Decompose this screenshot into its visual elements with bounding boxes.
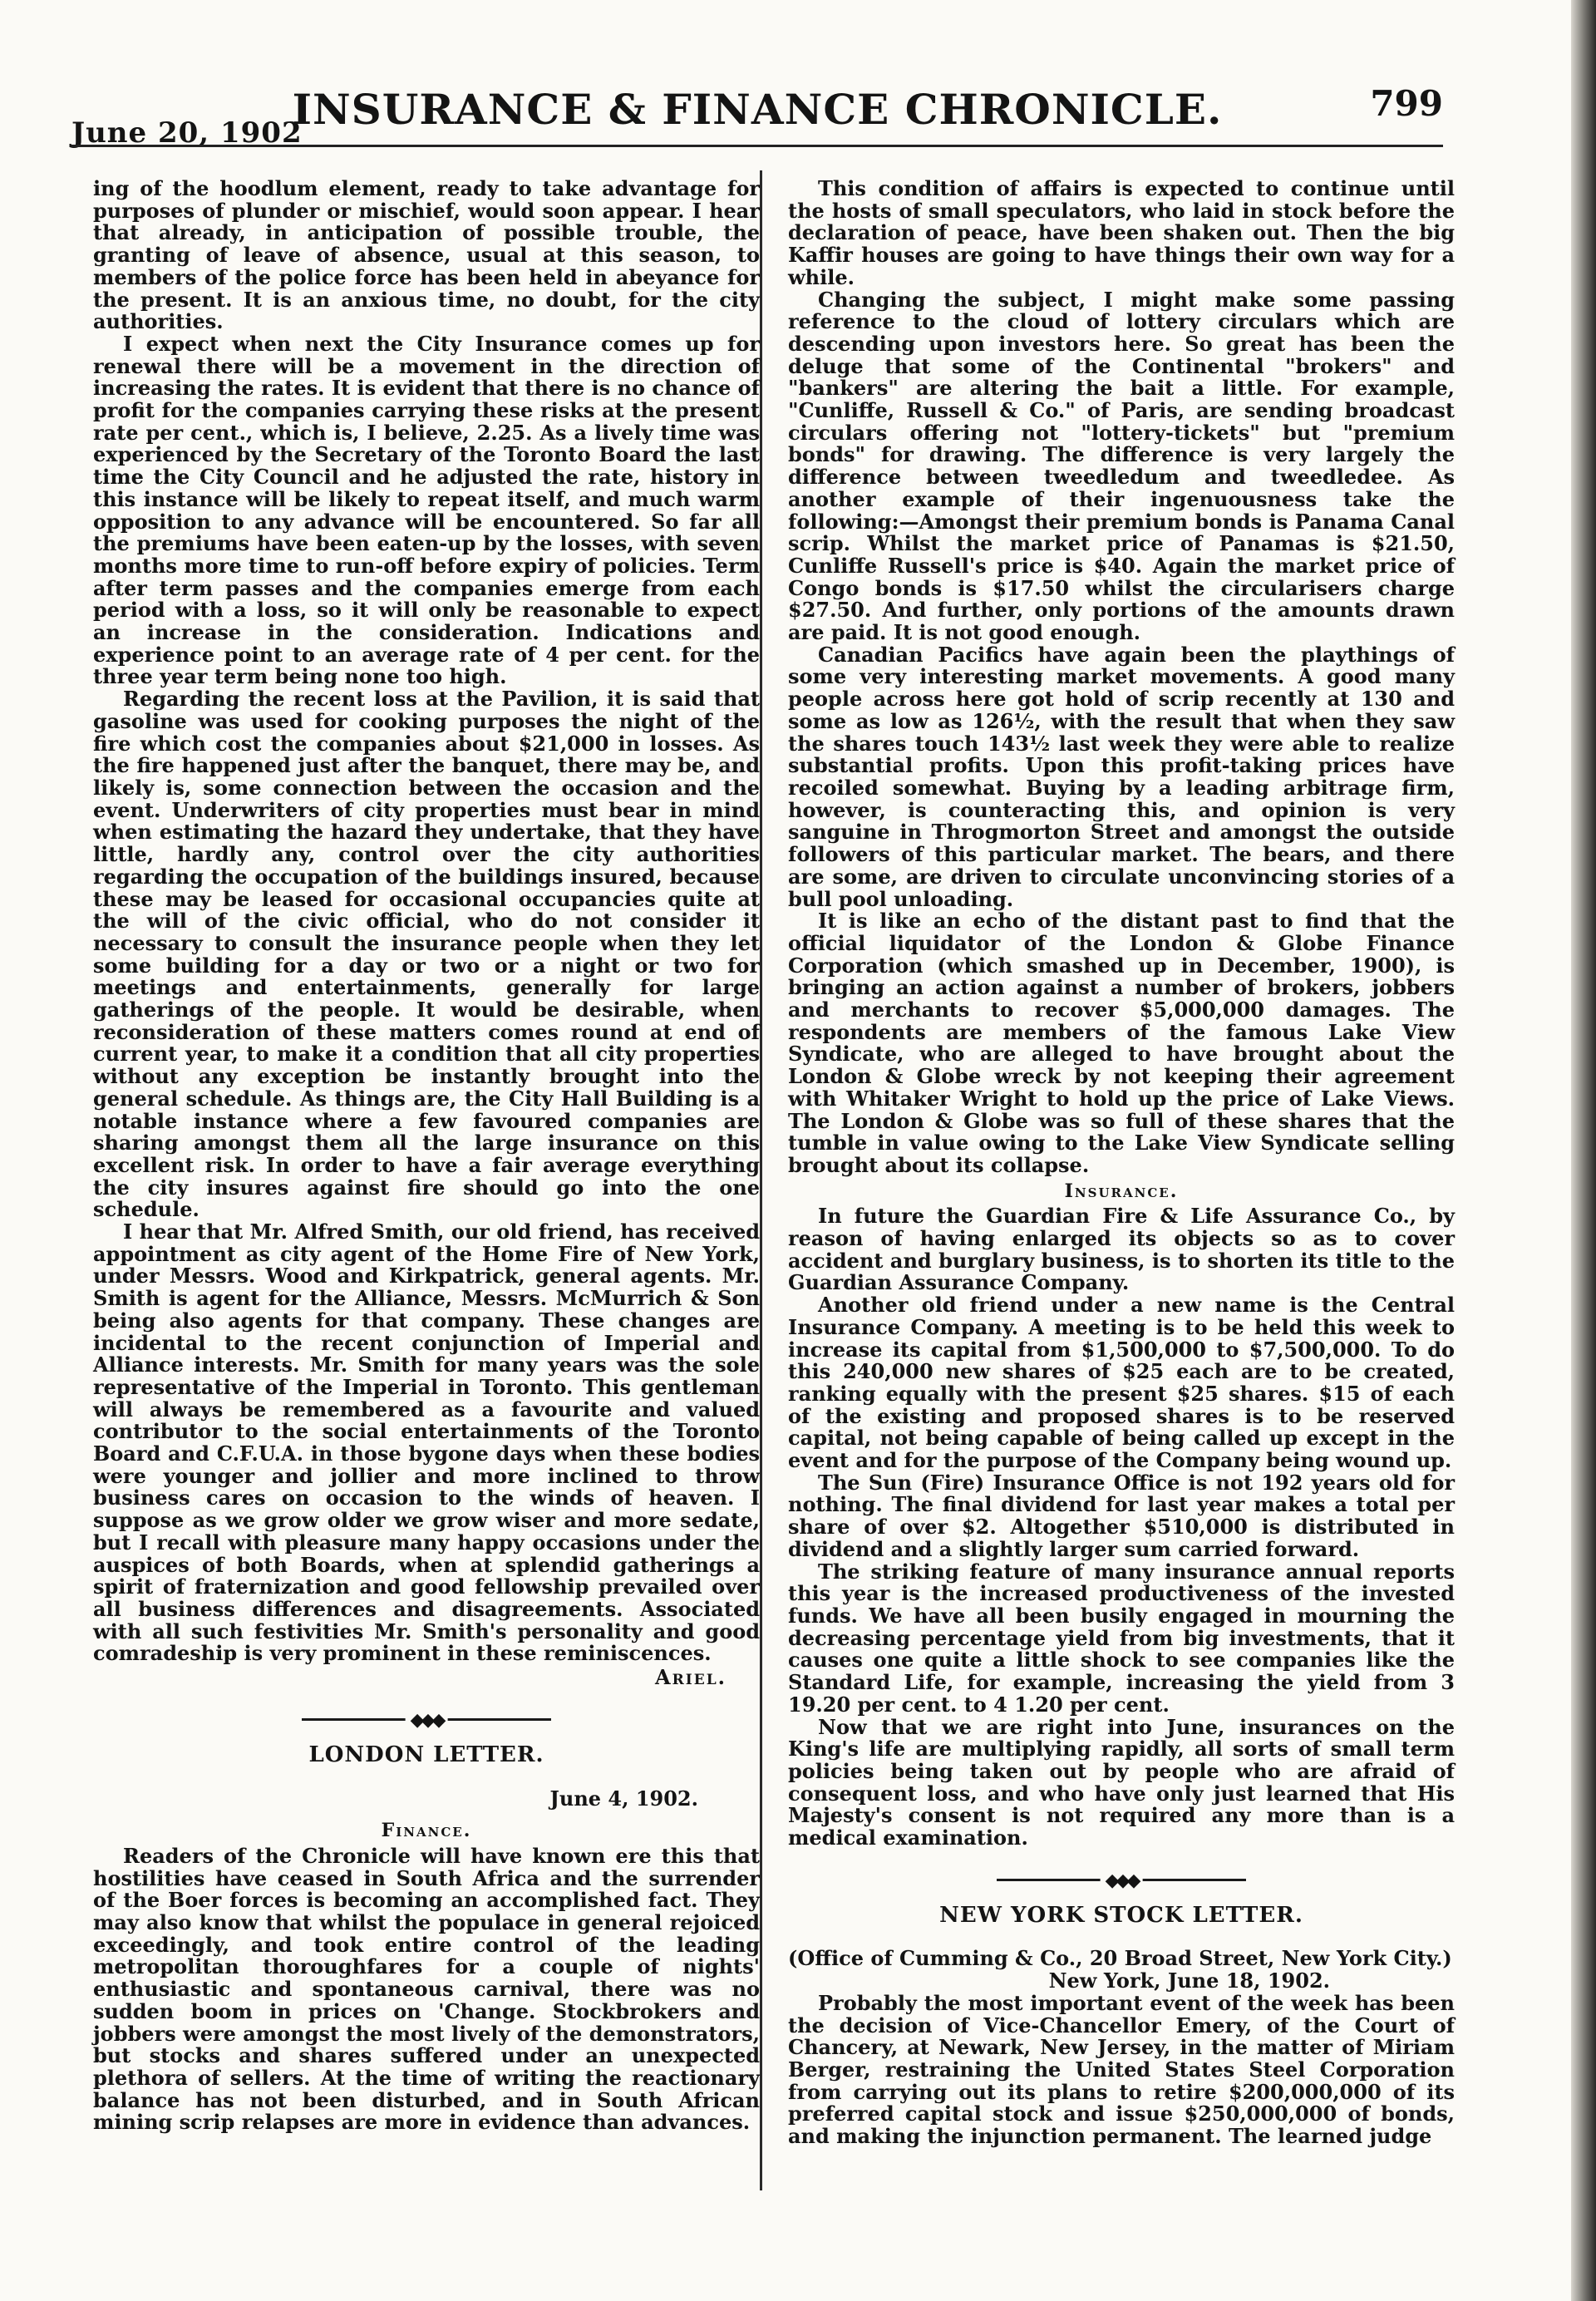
insurance-subheading: Insurance. [1064,1180,1179,1202]
finance-subheading: Finance. [381,1820,472,1842]
london-letter-heading: LONDON LETTER. [308,1742,544,1767]
paragraph: Now that we are right into June, insurances on the King's life are multiplying rapidly, all sorts of small term policies being taken out by people who are afraid of consequent loss, and who have only just learned that His Majesty's consent is not required any more than is a medical examination. [788,1714,1455,1850]
page-header [71,71,1443,150]
paragraph: The Sun (Fire) Insurance Office is not 192 years old for nothing. The final dividend for last year makes a total per share of over $2. Altogether $510,000 is distributed in dividend and a slightly larger sum carried forward. [788,1470,1455,1561]
header-rule [71,145,1443,147]
page-number: 799 [1370,83,1443,124]
paragraph: In future the Guardian Fire & Life Assurance Co., by reason of having enlarged its objects so as to cover accident and burglary business, is to shorten its title to the Guardian Assurance Company. [788,1204,1455,1295]
paragraph: Canadian Pacifics have again been the playthings of some very interesting market movements. A good many people across here got hold of scrip recently at 130 and some as low as 126½, with the result that when they saw the shares touch 143½ last week they were able to realize substantial profits. Upon this profit-taking prices have recoiled somewhat. Buying by a leading arbitrage firm, however, is counteracting this, and opinion is very sanguine in Throgmorton Street and amongst the outside followers of this particular market. The bears, and there are some, are driven to circulate unconvincing stories of a bull pool unloading. [788,642,1455,911]
paragraph: The striking feature of many insurance annual reports this year is the increased productiveness of the invested funds. We have all been busily engaged in mourning the decreasing percentage yield from big investments, that it causes one quite a little shock to see companies like the Standard Life, for example, increasing the yield from 3 19.20 per cent. to 4 1.20 per cent. [788,1559,1455,1717]
paragraph: ing of the hoodlum element, ready to take advantage for purposes of plunder or mischief, would soon appear. I hear that already, in anticipation of possible trouble, the granting of leave of absence, usual at this season, to members of the police force has been held in abeyance for the present. It is an anxious time, no doubt, for the city authorities. [93,176,760,334]
page-edge-shadow [1571,0,1596,2301]
paragraph: This condition of affairs is expected to continue until the hosts of small speculators, who laid in stock before the declaration of peace, have been shaken out. Then the big Kaffir houses are going to have things their own way for a while. [788,176,1455,289]
header-date: June 20, 1902 [71,116,303,150]
paragraph: Regarding the recent loss at the Pavilion, it is said that gasoline was used for cooking purposes the night of the fire which cost the companies about $21,000 in losses. As the fire happened just after the banquet, there may be, and likely is, some connection between the occasion and the event. Underwriters of city properties must bear in mind when estimating the hazard they undertake, that they have little, hardly any, control over the city authorities regarding the occupation of the buildings insured, because these may be leased for occasional occupancies quite at the will of the civic official, who do not consider it necessary to consult the insurance people when they let some building for a day or two or a night or two for meetings and entertainments, generally for large gatherings of the people. It would be desirable, when reconsideration of these matters comes round at end of current year, to make it a condition that all city properties without any exception be instantly brought into the general schedule. As things are, the City Hall Building is a notable instance where a few favoured companies are sharing amongst them all the large insurance on this excellent risk. In order to have a fair average everything the city insures against fire should go into the one schedule. [93,687,760,1222]
ornament-diamond-icon: ◆◆◆ [1101,1870,1143,1892]
paragraph: Another old friend under a new name is the Central Insurance Company. A meeting is to be held this week to increase its capital from $1,500,000 to $7,500,000. To do this 240,000 new shares of $25 each are to be created, ranking equally with the present $25 shares. $15 of each of the existing and proposed shares is to be reserved capital, not being capable of being called up except in the event and for the purpose of the Company being wound up. [788,1293,1455,1473]
paragraph: I expect when next the City Insurance comes up for renewal there will be a movement in the direction of increasing the rates. It is evident that there is no chance of profit for the companies carrying these risks at the present rate per cent., which is, I believe, 2.25. As a lively time was experienced by the Secretary of the Toronto Board the last time the City Council and he adjusted the rate, history in this instance will be likely to repeat itself, and much warm opposition to any advance will be encountered. So far all the premiums have been eaten-up by the losses, with seven months more time to run-off before expiry of policies. Term after term passes and the companies emerge from each period with a loss, so it will only be reasonable to expect an increase in the consideration. Indications and experience point to an average rate of 4 per cent. for the three year term being none too high. [93,331,760,689]
publication-title: INSURANCE & FINANCE CHRONICLE. [292,85,1223,134]
paragraph: Changing the subject, I might make some passing reference to the cloud of lottery circulars which are descending upon investors here. So great has been the deluge that some of the Continental "brokers" and "bankers" are altering the bait a little. For example, "Cunliffe, Russell & Co." of Paris, are sending broadcast circulars offering not "lottery-tickets" but "premium bonds" for drawing. The difference is very largely the difference between tweedledum and tweedledee. As another example of their ingenuousness take the following:—Amongst their premium bonds is Panama Canal scrip. Whilst the market price of Panamas is $21.50, Cunliffe Russell's price is $40. Again the market price of Congo bonds is $17.50 whilst the circularisers charge $27.50. And further, only portions of the amounts drawn are paid. It is not good enough. [788,287,1455,645]
left-column [93,178,760,2134]
column-divider [760,170,762,2190]
ornament-diamond-icon: ◆◆◆ [406,1709,448,1732]
office-line: (Office of Cumming & Co., 20 Broad Street, New York City.) [788,1946,1452,1971]
paragraph: Probably the most important event of the week has been the decision of Vice-Chancellor Emery, of the Court of Chancery, at Newark, New Jersey, in the matter of Miriam Berger, restraining the United States Steel Corporation from carrying out its plans to retire $200,000,000 of its preferred capital stock and issue $250,000,000 of bonds, and making the injunction permanent. The learned judge [788,1990,1455,2149]
author-signature: Ariel. [655,1665,727,1690]
right-column [788,178,1455,2148]
new-york-stock-letter-heading: NEW YORK STOCK LETTER. [939,1902,1303,1928]
paragraph: I hear that Mr. Alfred Smith, our old friend, has received appointment as city agent of the Home Fire of New York, under Messrs. Wood and Kirkpatrick, general agents. Mr. Smith is agent for the Alliance, Messrs. McMurrich & Son being also agents for that company. These changes are incidental to the recent conjunction of Imperial and Alliance interests. Mr. Smith for many years was the sole representative of the Imperial in Toronto. This gentleman will always be remembered as a favourite and valued contributor to the social entertainments of the Toronto Board and C.F.U.A. in those bygone days when these bodies were younger and jollier and more inclined to throw business cares on occasion to the winds of heaven. I suppose as we grow older we grow wiser and more sedate, but I recall with pleasure many happy occasions under the auspices of both Boards, when at splendid gatherings a spirit of fraternization and good fellowship prevailed over all business differences and disagreements. Associated with all such festivities Mr. Smith's personality and good comradeship is very prominent in these reminiscences. [93,1219,760,1666]
paragraph: It is like an echo of the distant past to find that the official liquidator of the London & Globe Finance Corporation (which smashed up in December, 1900), is bringing an action against a number of brokers, jobbers and merchants to recover $5,000,000 damages. The respondents are members of the famous Lake View Syndicate, who are alleged to have brought about the London & Globe wreck by not keeping their agreement with Whitaker Wright to hold up the price of Lake Views. The London & Globe was so full of these shares that the tumble in value owing to the Lake View Syndicate selling brought about its collapse. [788,909,1455,1177]
new-york-dateline: New York, June 18, 1902. [1048,1968,1330,1993]
section-ornament [302,1702,551,1736]
london-letter-date: June 4, 1902. [549,1786,698,1811]
section-ornament [997,1863,1246,1896]
paragraph: Readers of the Chronicle will have known ere this that hostilities have ceased in South Africa and the surrender of the Boer forces is becoming an accomplished fact. They may also know that whilst the populace in general rejoiced exceedingly, and took entire control of the leading metropolitan thoroughfares for a couple of nights' enthusiastic and spontaneous carnival, there was no sudden boom in prices on 'Change. Stockbrokers and jobbers were amongst the most lively of the demonstrators, but stocks and shares suffered under an unexpected plethora of sellers. At the time of writing the reactionary balance has not been disturbed, and in South African mining scrip relapses are more in evidence than advances. [93,1843,760,2135]
